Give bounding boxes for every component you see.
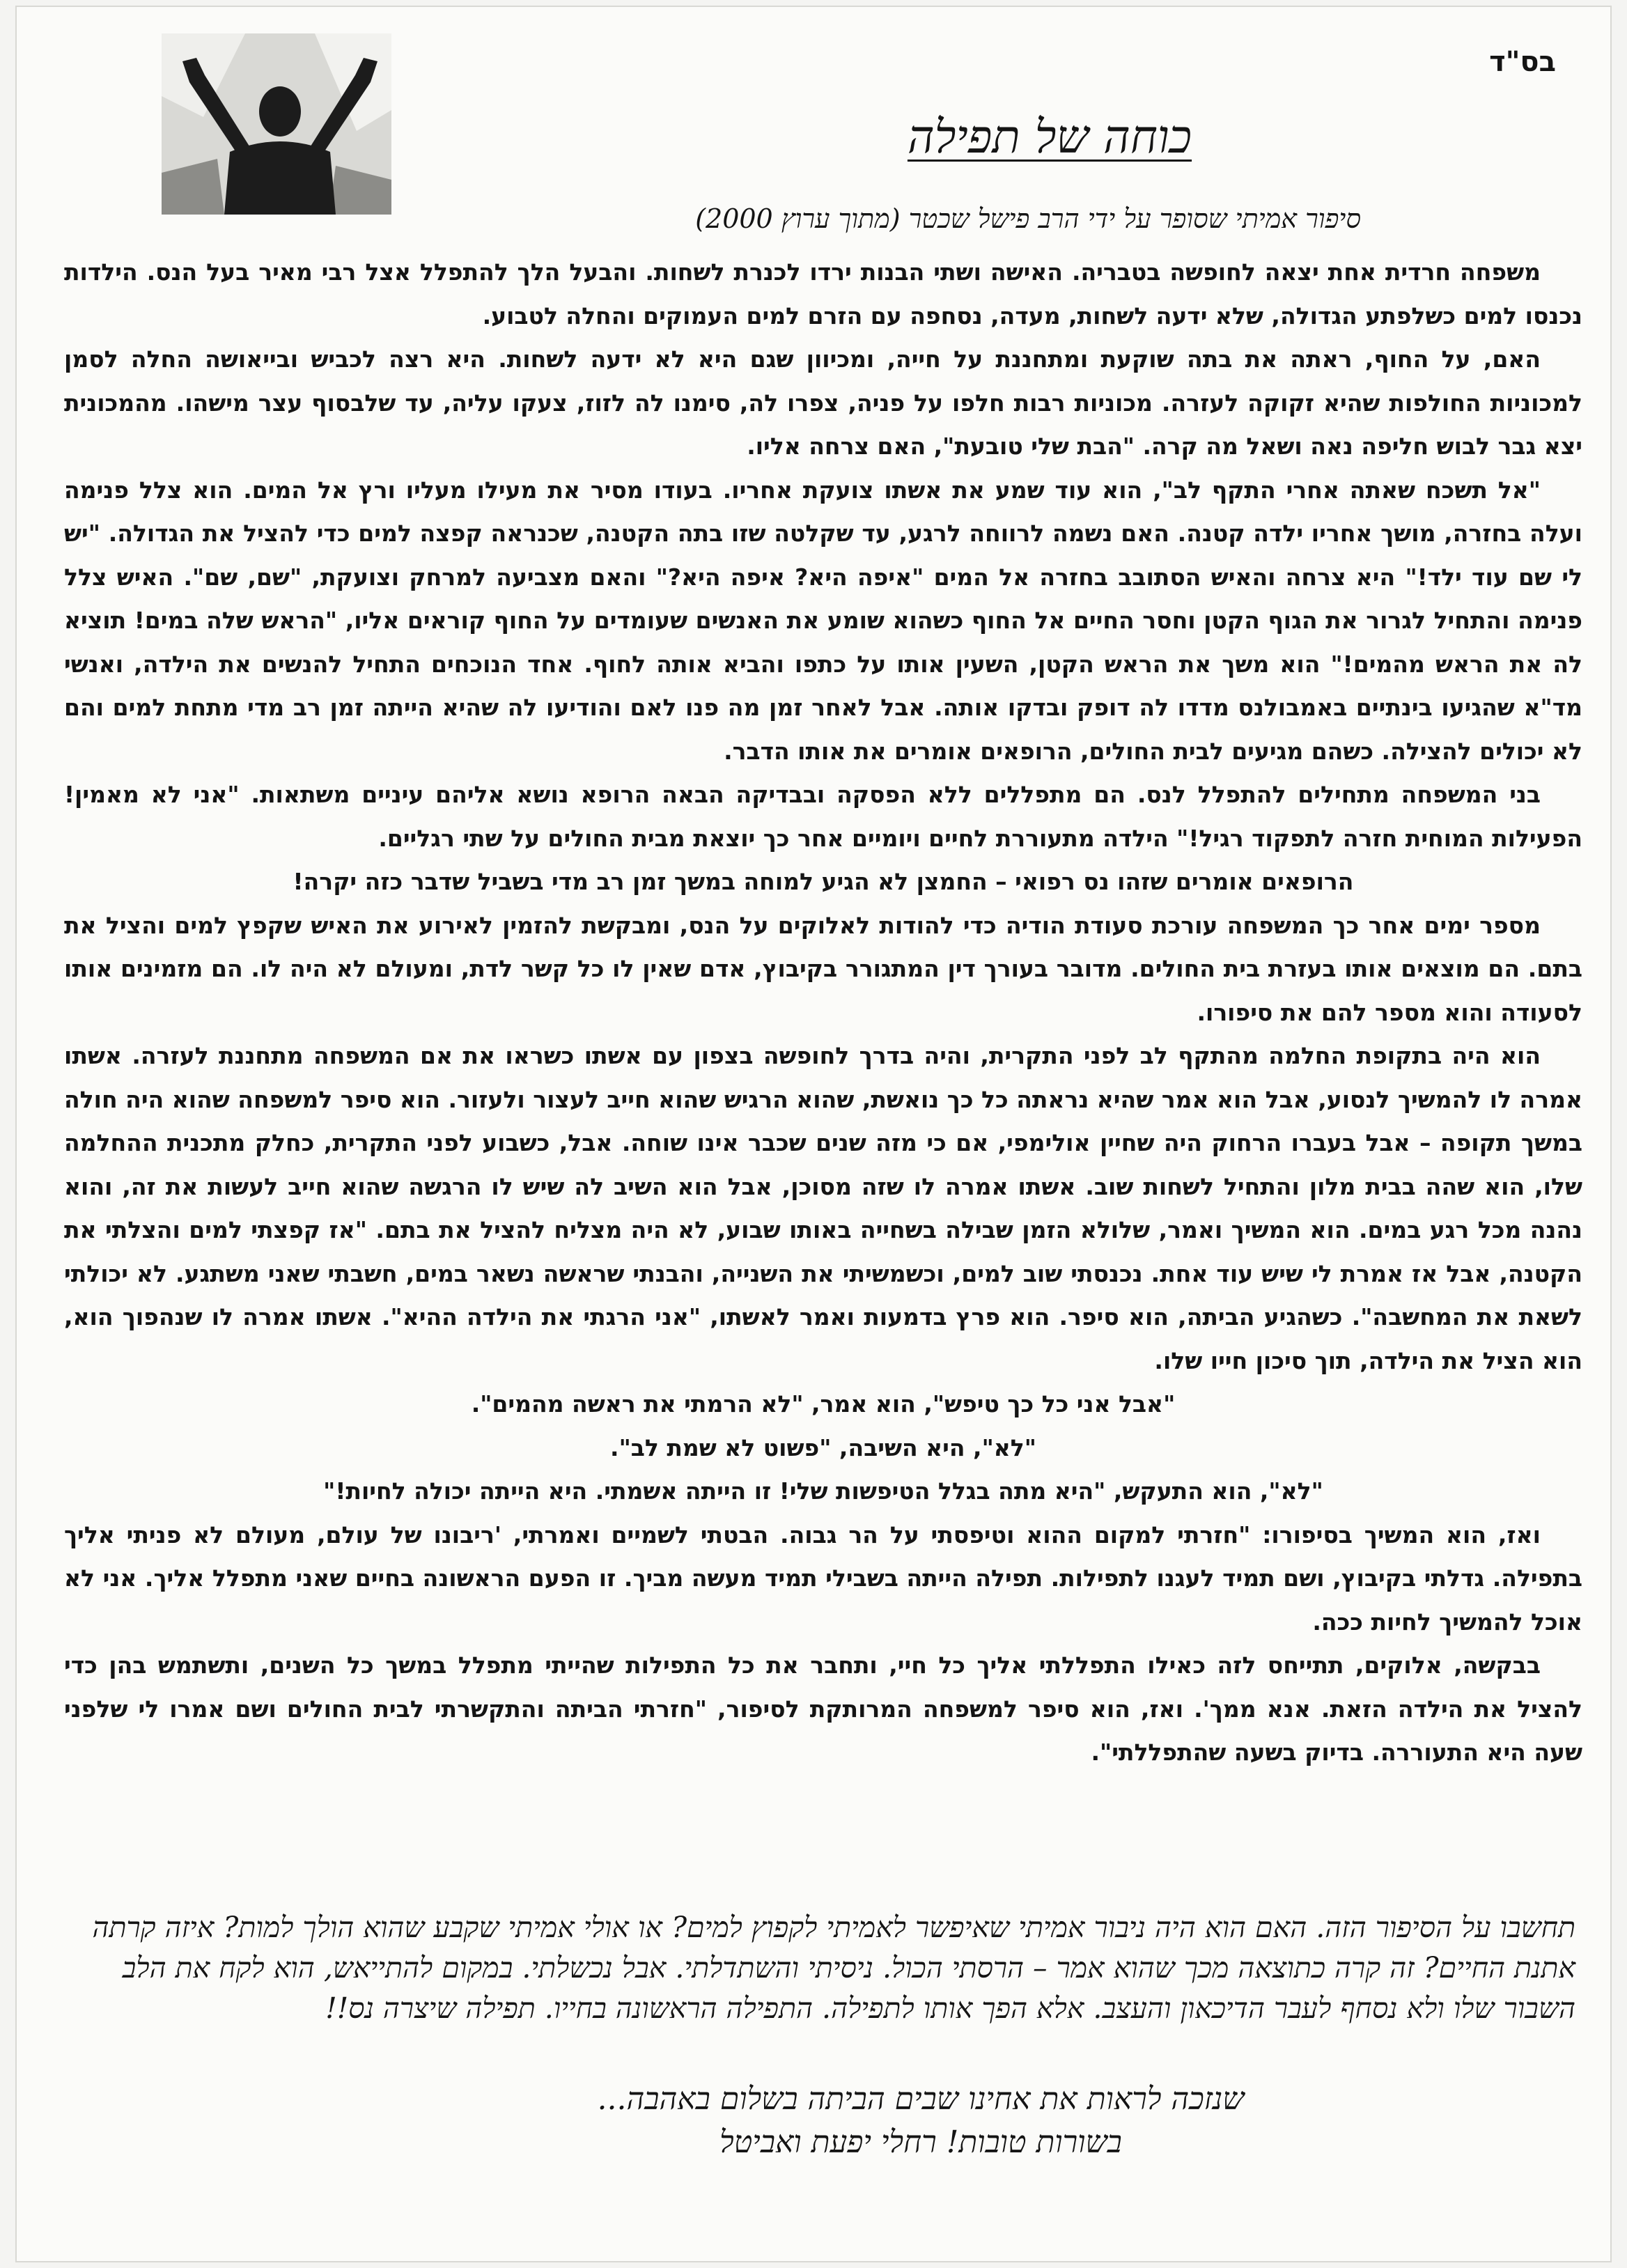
- paragraph: "אל תשכח שאתה אחרי התקף לב", הוא עוד שמע את אשתו צועקת אחריו. בעודו מסיר את מעילו מעליו ורץ אל המים. הוא צלל פנימה ועלה בחזרה, מושך אחריו ילדה קטנה. האם נשמה לרווחה לרגע, עד שקלטה שזו בתה הקטנה, שכנראה קפצה למים כדי להציל את הגדולה. "יש לי שם עוד ילד!" היא צרחה והאיש הסתובב בחזרה אל המים "איפה היא? איפה היא?" והאם מצביעה למרחק וצועקת, "שם, שם". האיש צלל פנימה והתחיל לגרור את הגוף הקטן וחסר החיים אל החוף כשהוא שומע את האנשים שעומדים על החוף קוראים אליו, "הראש שלה במים! תוציא לה את הראש מהמים!" הוא משך את הראש הקטן, השעין אותו על כתפו והביא אותה לחוף. אחד הנוכחים התחיל להנשים את הילדה, ואנשי מד"א שהגיעו בינתיים באמבולנס מדדו לה דופק ובדקו אותה. אבל לאחר זמן מה פנו לאם והודיעו לה שהיא הייתה זמן רב מדי מתחת למים והם לא יכולים להצילה. כשהם מגיעים לבית החולים, הרופאים אומרים את אותו הדבר.: [64, 476, 1582, 765]
- blessing-line: שנזכה לראות את אחינו שבים הביתה בשלום באהבה...: [597, 2081, 1245, 2117]
- prayer-silhouette-image: [162, 33, 391, 215]
- subtitle: סיפור אמיתי שסופר על ידי הרב פישל שכטר (מתוך ערוץ 2000): [695, 203, 1361, 234]
- paragraph: הוא היה בתקופת החלמה מהתקף לב לפני התקרית, והיה בדרך לחופשה בצפון עם אשתו כשראו את אם המשפחה מתחננת לעזרה. אשתו אמרה לו להמשיך לנסוע, אבל הוא אמר שהיא נראתה כל כך נואשת, שהוא הרגיש שהוא חייב לעצור ולעזור. הוא סיפר למשפחה שהוא היה חולה במשך תקופה – אבל בעברו הרחוק היה שחיין אולימפי, אם כי מזה שנים שכבר אינו שוחה. אבל, כשבוע לפני התקרית, כחלק מתכנית ההחלמה שלו, הוא שהה בבית מלון והתחיל לשחות שוב. אשתו אמרה לו שזה מסוכן, אבל הוא השיב לה שיש לו הרגשה שהוא חייב לעשות את זה, והוא נהנה מכל רגע במים. הוא המשיך ואמר, שלולא הזמן שבילה בשחייה באותו שבוע, לא היה מצליח להציל את בתם. "אז קפצתי למים והצלתי את הקטנה, אבל אז אמרת לי שיש עוד אחת. נכנסתי שוב למים, וכשמשיתי את השנייה, והבנתי שראשה נשאר במים, חשבתי שאני משתגע. לא יכולתי לשאת את המחשבה". כשהגיע הביתה, הוא סיפר. הוא פרץ בדמעות ואמר לאשתו, "אני הרגתי את הילדה ההיא". אשתו אמרה לו שנהפוך הוא, הוא הציל את הילדה, תוך סיכון חייו שלו.: [64, 1042, 1582, 1374]
- paragraph: בני המשפחה מתחילים להתפלל לנס. הם מתפללים ללא הפסקה ובבדיקה הבאה הרופא נושא אליהם עיניים משתאות. "אני לא מאמין! הפעילות המוחית חזרה לתפקוד רגיל!" הילדה מתעוררת לחיים ויומיים אחר כך יוצאת מבית החולים על שתי רגליים.: [64, 781, 1582, 852]
- bsd-header: בס"ד: [1489, 46, 1556, 78]
- paragraph: האם, על החוף, ראתה את בתה שוקעת ומתחננת על חייה, ומכיוון שגם היא לא ידעה לשחות. היא רצה לכביש ובייאושה החלה לסמן למכוניות החולפות שהיא זקוקה לעזרה. מכוניות רבות חלפו על פניה, צפרו לה, סימנו לה לזוז, צעקו עליה, עד שלבסוף עצר מישהו. מהמכונית יצא גבר לבוש חליפה נאה ושאל מה קרה. "הבת שלי טובעת", האם צרחה אליו.: [64, 345, 1582, 460]
- paragraph: משפחה חרדית אחת יצאה לחופשה בטבריה. האישה ושתי הבנות ירדו לכנרת לשחות. והבעל הלך להתפלל אצל רבי מאיר בעל הנס. הילדות נכנסו למים כשלפתע הגדולה, שלא ידעה לשחות, מעדה, נסחפה עם הזרם למים העמוקים והחלה לטבוע.: [64, 258, 1582, 329]
- paragraph: בבקשה, אלוקים, תתייחס לזה כאילו התפללתי אליך כל חיי, ותחבר את כל התפילות שהייתי מתפלל במשך כל השנים, ותשתמש בהן כדי להציל את הילדה הזאת. אנא ממך'. ואז, הוא סיפר למשפחה המרותקת לסיפור, "חזרתי הביתה והתקשרתי לבית החולים ושם אמרו לי שלפני שעה היא התעוררה. בדיוק בשעה שהתפללתי".: [64, 1652, 1582, 1766]
- dialogue-line: "אבל אני כל כך טיפש", הוא אמר, "לא הרמתי את ראשה מהמים".: [471, 1390, 1176, 1418]
- story-body: [64, 251, 1582, 1775]
- signature-block: [503, 2078, 1339, 2164]
- paragraph: ואז, הוא המשיך בסיפורו: "חזרתי למקום ההוא וטיפסתי על הר גבוה. הבטתי לשמיים ואמרתי, 'ריבונו של עולם, מעולם לא פניתי אליך בתפילה. גדלתי בקיבוץ, ושם תמיד לעגנו לתפילות. תפילה הייתה בשבילי תמיד מעשה מביך. זו הפעם הראשונה בחיים שאני מתפלל אליך. אני לא אוכל להמשיך לחיות ככה.: [64, 1521, 1582, 1636]
- paragraph: מספר ימים אחר כך המשפחה עורכת סעודת הודיה כדי להודות לאלוקים על הנס, ומבקשת להזמין לאירוע את האיש שקפץ למים והציל את בתם. הם מוצאים אותו בעזרת בית החולים. מדובר בעורך דין המתגורר בקיבוץ, אדם שאין לו כל קשר לדת, ומעולם לא היה לו. הם מזמינים אותו לסעודה והוא מספר להם את סיפורו.: [64, 911, 1582, 1026]
- dialogue-line: "לא", היא השיבה, "פשוט לא שמת לב".: [610, 1434, 1036, 1461]
- dialogue-line: "לא", הוא התעקש, "היא מתה בגלל הטיפשות שלי! זו הייתה אשמתי. היא הייתה יכולה לחיות!": [323, 1477, 1323, 1505]
- signature-line: בשורות טובות! רחלי יפעת ואביטל: [719, 2125, 1122, 2160]
- document-page: [15, 6, 1612, 2262]
- paragraph: הרופאים אומרים שזהו נס רפואי – החמצן לא הגיע למוחה במשך זמן רב מדי בשביל שדבר כזה יקרה!: [293, 868, 1354, 895]
- page-title: כוחה של תפילה: [907, 110, 1192, 164]
- handwritten-paragraph: תחשבו על הסיפור הזה. האם הוא היה ניבור אמיתי שאיפשר לאמיתי לקפוץ למים? או אולי אמיתי שקבע שהוא הולך למות? איזה קרתה אתנת החיים? זה קרה כתוצאה מכך שהוא אמר – הרסתי הכול. ניסיתי והשתדלתי. אבל נכשלתי. במקום להתייאש, הוא לקח את הלב השבור שלו ולא נסחף לעבר הדיכאון והעצב. אלא הפך אותו לתפילה. התפילה הראשונה בחייו. תפילה שיצרה נס!!: [92, 1911, 1575, 2025]
- closing-reflection: [78, 1907, 1575, 2028]
- silhouette-icon: [162, 33, 391, 215]
